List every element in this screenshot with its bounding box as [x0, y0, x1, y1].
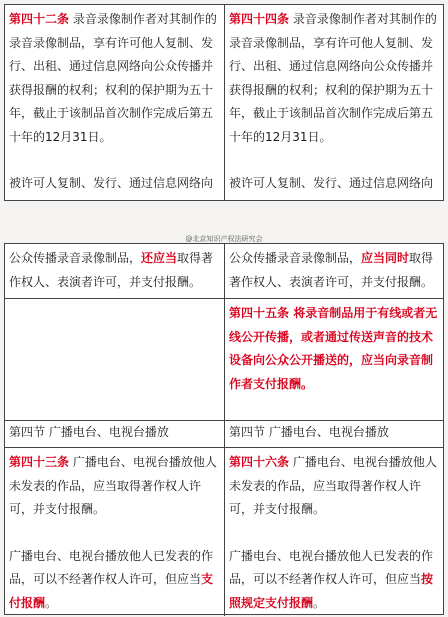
- watermark-caption: @北京知识产权法研究会: [185, 235, 263, 243]
- article-number: 第四十三条: [9, 455, 70, 469]
- new-article-46: [229, 451, 439, 522]
- article-text: 广播电台、电视台播放他人未发表的作品，应当取得著作权人许可，并支付报酬。: [9, 455, 217, 516]
- article-number: 第四十六条: [229, 455, 290, 469]
- article-paragraph-2: [229, 545, 439, 616]
- text: 。: [45, 595, 58, 610]
- new-law-cell: [224, 244, 443, 298]
- row-broadcast-articles: [5, 447, 443, 616]
- highlight-text: 还应当: [141, 251, 178, 265]
- text: 取得著作权人、表演者许可，并支付报酬。: [229, 251, 434, 289]
- text: 公众传播录音录像制品，: [9, 251, 142, 265]
- old-law-cell-empty: [5, 299, 224, 420]
- article-number: 第四十五条: [229, 306, 290, 320]
- paragraph-gap: [9, 522, 220, 545]
- text: 。: [313, 595, 326, 610]
- old-law-cell: [5, 5, 224, 200]
- text: 公众传播录音录像制品，: [229, 251, 362, 265]
- top-comparison-table: [4, 4, 444, 201]
- old-section-heading: 第四节 广播电台、电视台播放: [9, 425, 169, 439]
- article-text-continued: 被许可人复制、发行、通过信息网络向: [9, 176, 214, 190]
- paragraph-gap: [229, 522, 439, 545]
- row-article-45: [5, 298, 443, 420]
- highlight-text: 支付报酬: [9, 572, 214, 610]
- highlight-text: 将录音制品用于有线或者无线公开传播，或者通过传送声音的技术设备向公众公开播送的，应当向录音制作者支付报酬。: [229, 306, 438, 391]
- old-law-cell: [5, 244, 224, 298]
- text: 广播电台、电视台播放他人已发表的作品，可以不经著作权人许可，但应当: [229, 548, 434, 586]
- article-row-recording-rights: [5, 5, 443, 200]
- row-section-heading: [5, 420, 443, 447]
- new-law-cell: [224, 299, 443, 420]
- new-law-cell: [224, 5, 443, 200]
- old-article-43: [9, 451, 220, 522]
- row-recording-broadcast-permission: [5, 244, 443, 298]
- article-text: 录音录像制作者对其制作的录音录像制品，享有许可他人复制、发行、出租、通过信息网络向公众传播并获得报酬的权利；权利的保护期为五十年，截止于该制品首次制作完成后第五十年的12月31日。: [9, 12, 217, 144]
- new-article-44: [229, 8, 439, 149]
- text: 取得著作权人、表演者许可，并支付报酬。: [9, 251, 214, 289]
- highlight-text: 应当同时: [361, 251, 410, 265]
- article-number: 第四十二条: [9, 12, 70, 26]
- new-section-heading: 第四节 广播电台、电视台播放: [224, 421, 443, 447]
- highlight-text: 按照规定支付报酬: [229, 572, 434, 610]
- article-text: 录音录像制作者对其制作的录音录像制品，享有许可他人复制、发行、出租、通过信息网络向公众传播并获得报酬的权利；权利的保护期为五十年，截止于该制品首次制作完成后第五十年的12月31日。: [229, 12, 437, 144]
- article-number: 第四十四条: [229, 12, 290, 26]
- bottom-comparison-table: [4, 243, 444, 615]
- new-law-cell: [224, 448, 443, 616]
- text: 广播电台、电视台播放他人已发表的作品，可以不经著作权人许可，但应当: [9, 548, 214, 586]
- paragraph-gap: [229, 149, 439, 172]
- old-article-42: [9, 8, 220, 149]
- article-text: 广播电台、电视台播放他人未发表的作品，应当取得著作权人许可，并支付报酬。: [229, 455, 437, 516]
- article-paragraph-2: [9, 545, 220, 616]
- article-text-continued: 被许可人复制、发行、通过信息网络向: [229, 176, 434, 190]
- old-law-cell: [5, 448, 224, 616]
- paragraph-gap: [9, 149, 220, 172]
